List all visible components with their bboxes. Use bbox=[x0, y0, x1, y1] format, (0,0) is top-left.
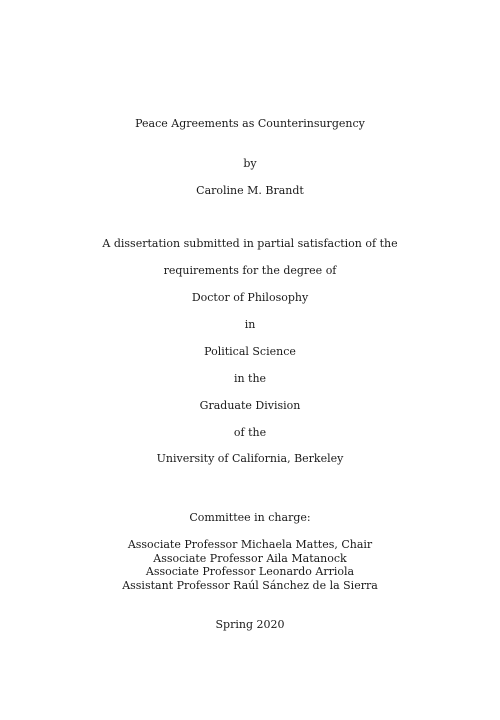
statement-line-of-the: of the bbox=[233, 426, 267, 439]
statement-line-2: requirements for the degree of bbox=[163, 264, 337, 277]
committee-member-chair: Associate Professor Michaela Mattes, Chair bbox=[127, 538, 373, 551]
committee-member: Assistant Professor Raúl Sánchez de la Sierra bbox=[122, 578, 378, 592]
field-name: Political Science bbox=[204, 345, 296, 358]
author-name: Caroline M. Brandt bbox=[196, 184, 304, 197]
degree-name: Doctor of Philosophy bbox=[191, 291, 309, 304]
committee-heading: Committee in charge: bbox=[189, 511, 311, 524]
division-name: Graduate Division bbox=[199, 399, 301, 412]
committee-member: Associate Professor Leonardo Arriola bbox=[145, 565, 355, 578]
committee-member: Associate Professor Aila Matanock bbox=[153, 551, 347, 565]
university-name: University of California, Berkeley bbox=[156, 452, 344, 465]
committee-list bbox=[0, 538, 500, 592]
dissertation-title: Peace Agreements as Counterinsurgency bbox=[135, 117, 365, 130]
statement-line-in: in bbox=[244, 318, 256, 331]
by-label: by bbox=[243, 157, 257, 170]
statement-line-1: A dissertation submitted in partial satisfaction of the bbox=[102, 237, 398, 250]
submission-date: Spring 2020 bbox=[215, 618, 285, 631]
statement-line-in-the: in the bbox=[233, 372, 267, 385]
